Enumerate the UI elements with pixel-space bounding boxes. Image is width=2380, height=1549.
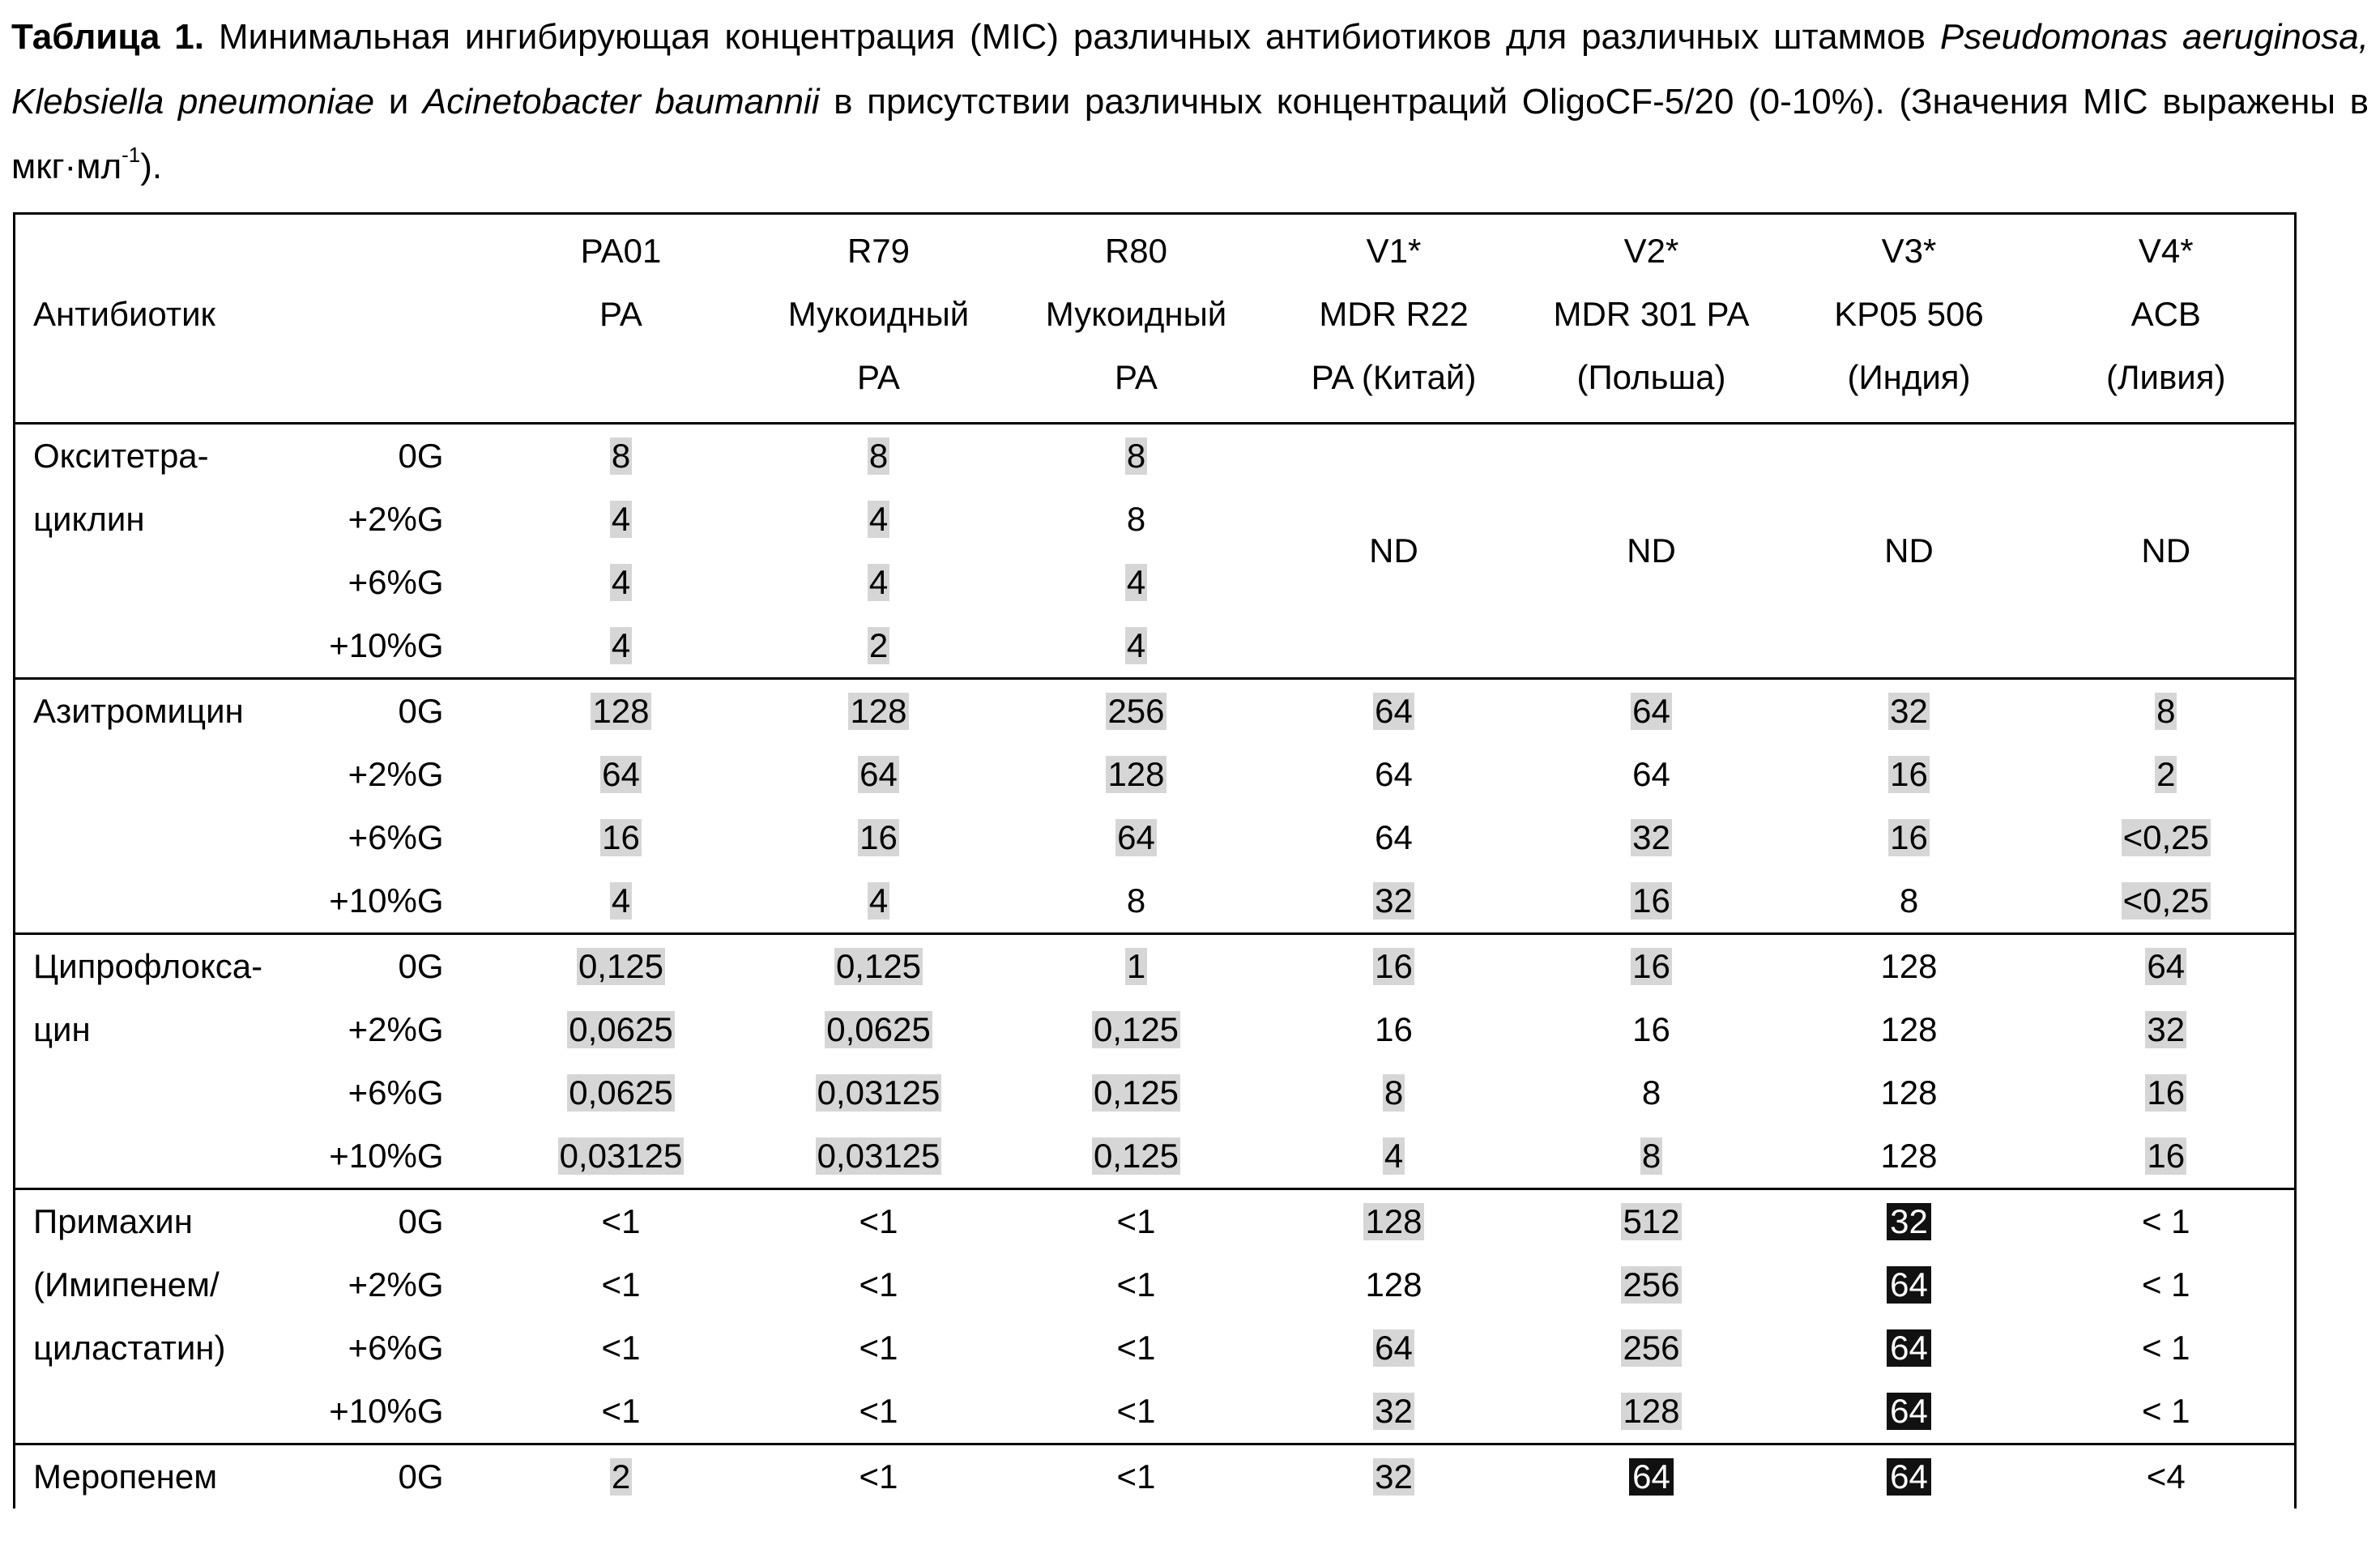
mic-value: 16 bbox=[1375, 947, 1413, 985]
mic-value: 0,0625 bbox=[569, 1073, 673, 1112]
mic-value: 0,125 bbox=[835, 947, 922, 985]
mic-value: 32 bbox=[1375, 881, 1413, 920]
mic-value-cell bbox=[1265, 1316, 1523, 1380]
mic-value: <1 bbox=[1116, 1329, 1156, 1367]
mic-value: 64 bbox=[1887, 1458, 1931, 1496]
mic-value: <1 bbox=[859, 1392, 898, 1430]
mic-value: 4 bbox=[1126, 563, 1146, 601]
mic-value-cell bbox=[2038, 1124, 2296, 1189]
concentration-cell: +2%G bbox=[348, 1010, 444, 1048]
mic-value-cell bbox=[1781, 934, 2038, 999]
mic-value: 8 bbox=[1126, 881, 1146, 920]
caption-organism-1: Pseudomonas aeruginosa, Klebsiella pneumoniae bbox=[11, 17, 2369, 122]
mic-value: 2 bbox=[868, 626, 889, 664]
column-header-line: MDR R22 bbox=[1319, 295, 1469, 333]
mic-value: 64 bbox=[1375, 818, 1413, 856]
mic-value-cell bbox=[493, 1316, 750, 1380]
mic-value-cell bbox=[1781, 1316, 2038, 1380]
mic-value-cell bbox=[750, 998, 1008, 1061]
antibiotic-name-cell bbox=[15, 614, 306, 679]
mic-value-cell bbox=[1523, 934, 1781, 999]
column-header-line: Мукоидный bbox=[1045, 295, 1227, 333]
antibiotic-name-cell: циластатин) bbox=[15, 1316, 306, 1380]
mic-value: < 1 bbox=[2141, 1329, 2190, 1367]
mic-value-cell bbox=[1781, 869, 2038, 934]
concentration-cell: 0G bbox=[306, 1444, 493, 1509]
antibiotic-name-cell: Азитромицин bbox=[15, 679, 306, 744]
mic-value-cell bbox=[1008, 743, 1265, 806]
mic-value-cell bbox=[1008, 1444, 1265, 1509]
not-determined-cell: ND bbox=[1781, 424, 2038, 679]
column-header-line: V4* bbox=[2138, 232, 2194, 270]
mic-value-cell bbox=[1781, 806, 2038, 869]
mic-value: <1 bbox=[601, 1329, 641, 1367]
mic-value: 8 bbox=[611, 437, 631, 475]
concentration-cell: +10%G bbox=[329, 1392, 444, 1430]
mic-value-cell bbox=[2038, 1061, 2296, 1124]
mic-value: 32 bbox=[1632, 818, 1670, 856]
mic-value-cell bbox=[1265, 806, 1523, 869]
mic-value: 64 bbox=[859, 755, 898, 793]
mic-value: 16 bbox=[1632, 881, 1670, 920]
mic-value: 4 bbox=[611, 881, 631, 920]
column-header-line: ACB bbox=[2130, 295, 2201, 333]
concentration-cell: +6%G bbox=[348, 818, 444, 856]
mic-value: 2 bbox=[2156, 755, 2176, 793]
mic-value: 4 bbox=[611, 500, 631, 538]
mic-value-cell bbox=[1781, 679, 2038, 744]
concentration-cell: +2%G bbox=[348, 1265, 444, 1304]
mic-value-cell bbox=[1781, 1444, 2038, 1509]
mic-value: 4 bbox=[611, 563, 631, 601]
mic-value: 128 bbox=[1880, 1010, 1938, 1048]
table-row bbox=[15, 1124, 2296, 1189]
mic-value-cell bbox=[750, 743, 1008, 806]
mic-value: 0,125 bbox=[1093, 1137, 1179, 1175]
mic-value: 0,03125 bbox=[817, 1137, 940, 1175]
mic-value: 8 bbox=[2156, 692, 2176, 730]
mic-value: <1 bbox=[859, 1265, 898, 1304]
mic-value: <1 bbox=[859, 1329, 898, 1367]
mic-value: 0,125 bbox=[1093, 1010, 1179, 1048]
mic-value-cell bbox=[1523, 1316, 1781, 1380]
column-header-line: (Ливия) bbox=[2105, 358, 2226, 396]
mic-value-cell bbox=[1008, 934, 1265, 999]
column-header-2 bbox=[750, 214, 1008, 424]
mic-value: <1 bbox=[601, 1202, 641, 1240]
not-determined-cell: ND bbox=[1523, 424, 1781, 679]
column-header-6 bbox=[1781, 214, 2038, 424]
mic-value-cell bbox=[750, 614, 1008, 679]
mic-value: 0,125 bbox=[1093, 1073, 1179, 1112]
concentration-cell: +6%G bbox=[348, 563, 444, 601]
table-header bbox=[15, 214, 2296, 424]
mic-value-cell bbox=[1265, 998, 1523, 1061]
mic-value-cell bbox=[493, 1253, 750, 1316]
column-header-line: PA (Китай) bbox=[1311, 358, 1477, 396]
column-header-5 bbox=[1523, 214, 1781, 424]
mic-value: 16 bbox=[1632, 1010, 1670, 1048]
mic-value-cell bbox=[2038, 934, 2296, 999]
mic-value: 128 bbox=[1880, 947, 1938, 985]
column-header-line: V2* bbox=[1623, 232, 1679, 270]
mic-value-cell bbox=[1265, 743, 1523, 806]
mic-value-cell bbox=[750, 806, 1008, 869]
antibiotic-name-cell: цин bbox=[15, 998, 306, 1061]
mic-value: 1 bbox=[1126, 947, 1146, 985]
mic-value: < 1 bbox=[2141, 1202, 2190, 1240]
column-header-7 bbox=[2038, 214, 2296, 424]
table-row bbox=[15, 1061, 2296, 1124]
mic-value: 64 bbox=[1375, 1329, 1413, 1367]
mic-value: 64 bbox=[602, 755, 640, 793]
mic-value: 128 bbox=[1880, 1137, 1938, 1175]
mic-value-cell bbox=[2038, 1316, 2296, 1380]
mic-value-cell bbox=[2038, 1380, 2296, 1444]
table-row bbox=[15, 998, 2296, 1061]
mic-value-cell bbox=[1008, 998, 1265, 1061]
concentration-cell: 0G bbox=[306, 934, 493, 999]
table-row bbox=[15, 1253, 2296, 1316]
mic-value-cell bbox=[1781, 1253, 2038, 1316]
mic-value-cell bbox=[750, 1253, 1008, 1316]
mic-value-cell bbox=[1265, 934, 1523, 999]
mic-value-cell bbox=[2038, 869, 2296, 934]
mic-value: 32 bbox=[1375, 1392, 1413, 1430]
mic-value: 8 bbox=[1899, 881, 1919, 920]
mic-value: 128 bbox=[592, 692, 650, 730]
mic-value-cell bbox=[1008, 1124, 1265, 1189]
column-header-line: Мукоидный bbox=[787, 295, 970, 333]
table-caption bbox=[11, 5, 2369, 199]
mic-table bbox=[13, 212, 2297, 1508]
mic-value-cell bbox=[2038, 1444, 2296, 1509]
mic-value-cell bbox=[750, 934, 1008, 999]
mic-value-cell bbox=[2038, 1253, 2296, 1316]
mic-value-cell bbox=[493, 743, 750, 806]
mic-value-cell bbox=[750, 1061, 1008, 1124]
column-header-line: PA bbox=[599, 295, 642, 333]
mic-value-cell bbox=[1523, 998, 1781, 1061]
table-row bbox=[15, 869, 2296, 934]
mic-value: 64 bbox=[1887, 1266, 1931, 1304]
table-body bbox=[15, 424, 2296, 1509]
mic-value: 32 bbox=[1890, 692, 1928, 730]
antibiotic-name-cell bbox=[15, 1124, 306, 1189]
concentration-cell: 0G bbox=[306, 1189, 493, 1254]
mic-value-cell bbox=[1523, 1253, 1781, 1316]
caption-superscript: -1 bbox=[122, 143, 141, 168]
caption-label: Таблица 1. bbox=[11, 17, 204, 57]
mic-value-cell bbox=[493, 1061, 750, 1124]
mic-value-cell bbox=[493, 806, 750, 869]
mic-value: 128 bbox=[1107, 755, 1165, 793]
mic-value-cell bbox=[493, 679, 750, 744]
mic-value: 16 bbox=[1890, 818, 1928, 856]
mic-value: <1 bbox=[601, 1265, 641, 1304]
mic-value-cell bbox=[1265, 1253, 1523, 1316]
mic-value: 64 bbox=[1375, 755, 1413, 793]
mic-value-cell bbox=[1008, 806, 1265, 869]
caption-organism-2: Acinetobacter baumannii bbox=[422, 82, 820, 122]
antibiotic-name-cell bbox=[15, 1380, 306, 1444]
mic-value-cell bbox=[1008, 1316, 1265, 1380]
column-header-line: V1* bbox=[1366, 232, 1422, 270]
table-row bbox=[15, 1189, 2296, 1254]
table-row bbox=[15, 1444, 2296, 1509]
mic-value-cell bbox=[2038, 679, 2296, 744]
mic-value: 0,0625 bbox=[569, 1010, 673, 1048]
antibiotic-name-cell bbox=[15, 806, 306, 869]
antibiotic-name-cell bbox=[15, 551, 306, 614]
mic-value: 32 bbox=[2147, 1010, 2186, 1048]
concentration-cell: +10%G bbox=[329, 626, 444, 664]
mic-value-cell bbox=[750, 1189, 1008, 1254]
mic-value: 64 bbox=[1887, 1329, 1931, 1367]
antibiotic-name-cell bbox=[15, 743, 306, 806]
mic-value-cell bbox=[493, 614, 750, 679]
mic-value-cell bbox=[493, 424, 750, 489]
mic-value: 128 bbox=[1365, 1265, 1422, 1304]
antibiotic-name-cell: (Имипенем/ bbox=[15, 1253, 306, 1316]
mic-value: 0,125 bbox=[578, 947, 664, 985]
mic-value-cell bbox=[1008, 424, 1265, 489]
mic-value-cell bbox=[1781, 1061, 2038, 1124]
mic-value: <1 bbox=[1116, 1202, 1156, 1240]
antibiotic-name-cell: Окситетра- bbox=[15, 424, 306, 489]
concentration-cell: +6%G bbox=[348, 1073, 444, 1112]
mic-value-cell bbox=[1523, 743, 1781, 806]
mic-value: 64 bbox=[1632, 755, 1670, 793]
mic-value: 16 bbox=[2147, 1073, 2186, 1112]
mic-value: <1 bbox=[1116, 1265, 1156, 1304]
not-determined-cell: ND bbox=[1265, 424, 1523, 679]
mic-value: 64 bbox=[1632, 692, 1670, 730]
column-header-line: KP05 506 bbox=[1834, 295, 1984, 333]
mic-value-cell bbox=[1781, 998, 2038, 1061]
mic-value-cell bbox=[493, 869, 750, 934]
mic-value-cell bbox=[1265, 1380, 1523, 1444]
antibiotic-name-cell: циклин bbox=[15, 488, 306, 551]
caption-text-1: Минимальная ингибирующая концентрация (MIC) различных антибиотиков для различных штаммов bbox=[203, 17, 1940, 57]
mic-value: <0,25 bbox=[2122, 881, 2209, 920]
table-row bbox=[15, 424, 2296, 489]
mic-value-cell bbox=[2038, 1189, 2296, 1254]
mic-value: 16 bbox=[1632, 947, 1670, 985]
table-row bbox=[15, 1380, 2296, 1444]
mic-value-cell bbox=[1781, 1189, 2038, 1254]
mic-value: 64 bbox=[2147, 947, 2186, 985]
mic-value-cell bbox=[1523, 1124, 1781, 1189]
mic-value-cell bbox=[750, 551, 1008, 614]
mic-value: <4 bbox=[2146, 1457, 2186, 1496]
mic-value-cell bbox=[1523, 1380, 1781, 1444]
mic-value-cell bbox=[493, 1380, 750, 1444]
antibiotic-name-cell bbox=[15, 869, 306, 934]
mic-value-cell bbox=[1781, 1380, 2038, 1444]
column-header-line: PA01 bbox=[580, 232, 662, 270]
mic-value-cell bbox=[1008, 1380, 1265, 1444]
not-determined-cell: ND bbox=[2038, 424, 2296, 679]
mic-value: 0,03125 bbox=[817, 1073, 940, 1112]
table-row bbox=[15, 743, 2296, 806]
antibiotic-name-cell bbox=[15, 1061, 306, 1124]
mic-value-cell bbox=[750, 1316, 1008, 1380]
mic-value: 0,03125 bbox=[559, 1137, 683, 1175]
mic-value: 16 bbox=[859, 818, 898, 856]
mic-value: 16 bbox=[2147, 1137, 2186, 1175]
concentration-cell: +6%G bbox=[348, 1329, 444, 1367]
mic-value: 64 bbox=[1375, 692, 1413, 730]
header-row bbox=[15, 214, 2296, 424]
mic-value-cell bbox=[1008, 488, 1265, 551]
mic-value-cell bbox=[1008, 1253, 1265, 1316]
mic-value-cell bbox=[493, 488, 750, 551]
table-row bbox=[15, 679, 2296, 744]
concentration-cell: +2%G bbox=[348, 500, 444, 538]
mic-value-cell bbox=[750, 424, 1008, 489]
mic-value-cell bbox=[493, 551, 750, 614]
mic-value-cell bbox=[2038, 806, 2296, 869]
mic-value: < 1 bbox=[2141, 1265, 2190, 1304]
column-header-line: MDR 301 PA bbox=[1553, 295, 1750, 333]
mic-value: 64 bbox=[1887, 1393, 1931, 1430]
caption-text-3: ). bbox=[140, 147, 163, 186]
mic-value-cell bbox=[750, 1444, 1008, 1509]
mic-value-cell bbox=[1523, 869, 1781, 934]
mic-value-cell bbox=[1265, 1124, 1523, 1189]
mic-value: 8 bbox=[1384, 1073, 1404, 1112]
mic-value: <1 bbox=[859, 1457, 898, 1496]
column-header-line: (Индия) bbox=[1847, 358, 1971, 396]
mic-value-cell bbox=[750, 1380, 1008, 1444]
column-header-line: PA bbox=[1115, 358, 1158, 396]
mic-value-cell bbox=[1523, 679, 1781, 744]
mic-value: <1 bbox=[601, 1392, 641, 1430]
mic-value-cell bbox=[493, 998, 750, 1061]
column-header-1 bbox=[493, 214, 750, 424]
mic-value: 128 bbox=[1880, 1073, 1938, 1112]
mic-value: 128 bbox=[1623, 1392, 1680, 1430]
mic-value-cell bbox=[1265, 1444, 1523, 1509]
mic-value: 256 bbox=[1623, 1329, 1680, 1367]
mic-value-cell bbox=[2038, 743, 2296, 806]
concentration-cell: 0G bbox=[306, 424, 493, 489]
mic-value-cell bbox=[493, 1189, 750, 1254]
mic-value: <1 bbox=[1116, 1392, 1156, 1430]
mic-value: < 1 bbox=[2141, 1392, 2190, 1430]
mic-value: 64 bbox=[1117, 818, 1155, 856]
mic-value-cell bbox=[1265, 679, 1523, 744]
column-header-line: R80 bbox=[1104, 232, 1168, 270]
mic-value-cell bbox=[1008, 1061, 1265, 1124]
table-row bbox=[15, 1316, 2296, 1380]
mic-value-cell bbox=[750, 488, 1008, 551]
mic-value: 128 bbox=[1365, 1202, 1422, 1240]
mic-value-cell bbox=[1008, 869, 1265, 934]
mic-value-cell bbox=[1265, 1061, 1523, 1124]
mic-value: 16 bbox=[1375, 1010, 1413, 1048]
mic-value-cell bbox=[1008, 614, 1265, 679]
mic-value-cell bbox=[1008, 1189, 1265, 1254]
concentration-cell: 0G bbox=[306, 679, 493, 744]
mic-value-cell bbox=[493, 1444, 750, 1509]
mic-value: 16 bbox=[1890, 755, 1928, 793]
mic-value-cell bbox=[2038, 998, 2296, 1061]
mic-value: 8 bbox=[1641, 1073, 1661, 1112]
mic-value: 8 bbox=[868, 437, 889, 475]
mic-value: 4 bbox=[868, 500, 889, 538]
mic-value-cell bbox=[1008, 551, 1265, 614]
mic-value-cell bbox=[1008, 679, 1265, 744]
mic-value: 256 bbox=[1623, 1265, 1680, 1304]
mic-value-cell bbox=[493, 1124, 750, 1189]
mic-value-cell bbox=[493, 934, 750, 999]
mic-value: 4 bbox=[611, 626, 631, 664]
mic-value: 8 bbox=[1126, 437, 1146, 475]
mic-value: 4 bbox=[868, 563, 889, 601]
caption-text-2: в присутствии различных концентраций OligoCF-5/20 (0-10%). (Значения MIC выражены в мкг·мл bbox=[11, 82, 2369, 186]
mic-value-cell bbox=[1523, 1061, 1781, 1124]
mic-value-cell bbox=[1781, 743, 2038, 806]
antibiotic-name-cell: Ципрофлокса- bbox=[15, 934, 306, 999]
mic-value-cell bbox=[750, 679, 1008, 744]
mic-value: 2 bbox=[611, 1457, 631, 1496]
column-header-4 bbox=[1265, 214, 1523, 424]
mic-value: <0,25 bbox=[2122, 818, 2209, 856]
mic-value: 4 bbox=[868, 881, 889, 920]
column-header-line: (Польша) bbox=[1576, 358, 1726, 396]
header-antibiotic: Антибиотик bbox=[15, 214, 493, 424]
table-row bbox=[15, 934, 2296, 999]
column-header-line: V3* bbox=[1881, 232, 1937, 270]
mic-value: 64 bbox=[1629, 1458, 1674, 1496]
mic-value-cell bbox=[1265, 1189, 1523, 1254]
mic-value: 32 bbox=[1375, 1457, 1413, 1496]
table-row bbox=[15, 806, 2296, 869]
concentration-cell: +10%G bbox=[329, 1137, 444, 1175]
mic-value-cell bbox=[1523, 806, 1781, 869]
mic-value: 8 bbox=[1641, 1137, 1661, 1175]
mic-value: 4 bbox=[1126, 626, 1146, 664]
mic-value: 0,0625 bbox=[826, 1010, 931, 1048]
mic-value: 512 bbox=[1623, 1202, 1680, 1240]
mic-value-cell bbox=[750, 869, 1008, 934]
column-header-line: PA bbox=[857, 358, 900, 396]
mic-value: 32 bbox=[1887, 1203, 1931, 1240]
antibiotic-name-cell: Меропенем bbox=[15, 1444, 306, 1509]
mic-value-cell bbox=[750, 1124, 1008, 1189]
concentration-cell: +10%G bbox=[329, 881, 444, 920]
mic-value: 4 bbox=[1384, 1137, 1404, 1175]
mic-value: 128 bbox=[850, 692, 907, 730]
mic-value: 8 bbox=[1126, 500, 1146, 538]
mic-value: <1 bbox=[1116, 1457, 1156, 1496]
caption-and: и bbox=[374, 82, 423, 122]
mic-value: 256 bbox=[1107, 692, 1165, 730]
antibiotic-name-cell: Примахин bbox=[15, 1189, 306, 1254]
concentration-cell: +2%G bbox=[348, 755, 444, 793]
mic-value: 16 bbox=[602, 818, 640, 856]
mic-value-cell bbox=[1265, 869, 1523, 934]
mic-value-cell bbox=[1781, 1124, 2038, 1189]
mic-value-cell bbox=[1523, 1444, 1781, 1509]
mic-value: <1 bbox=[859, 1202, 898, 1240]
mic-value-cell bbox=[1523, 1189, 1781, 1254]
column-header-line: R79 bbox=[847, 232, 911, 270]
column-header-3 bbox=[1008, 214, 1265, 424]
